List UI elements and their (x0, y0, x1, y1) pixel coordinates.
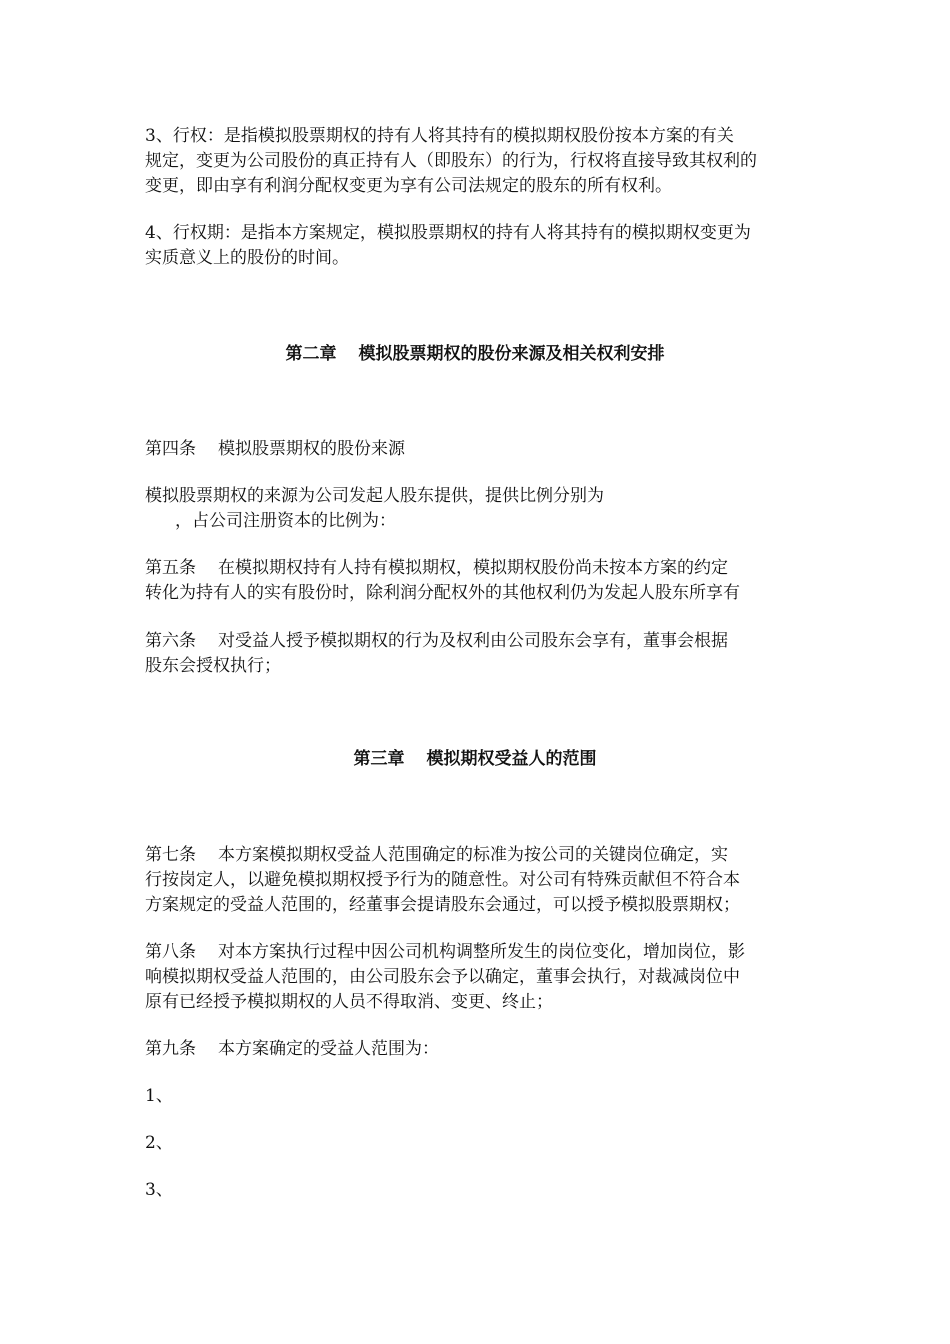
list-item: 1、 (145, 1086, 173, 1106)
list-item: 3、 (145, 1180, 173, 1200)
text-line: 对本方案执行过程中因公司机构调整所发生的岗位变化，增加岗位，影 (218, 942, 745, 962)
text-line: 规定，变更为公司股份的真正持有人（即股东）的行为，行权将直接导致其权利的 (145, 151, 757, 171)
list-item: 2、 (145, 1133, 173, 1153)
chapter-2-heading (0, 342, 950, 367)
text-line: 原有已经授予模拟期权的人员不得取消、变更、终止； (145, 992, 553, 1012)
text-line: 3、行权：是指模拟股票期权的持有人将其持有的模拟期权股份按本方案的有关 (145, 126, 734, 146)
chapter-title: 模拟期权受益人的范围 (426, 749, 597, 769)
article-6 (145, 629, 810, 654)
article-9 (145, 1037, 810, 1062)
text-line: 股东会授权执行； (145, 656, 281, 676)
article-number: 第九条 (145, 1039, 196, 1059)
text-line: 行按岗定人，以避免模拟期权授予行为的随意性。对公司有特殊贡献但不符合本 (145, 870, 740, 890)
article-number: 第五条 (145, 558, 196, 578)
article-5 (145, 556, 810, 581)
article-number: 第八条 (145, 942, 196, 962)
text-line: 模拟股票期权的来源为公司发起人股东提供，提供比例分别为 (145, 486, 604, 506)
article-4-heading (145, 437, 810, 462)
chapter-title: 模拟股票期权的股份来源及相关权利安排 (358, 344, 665, 364)
article-number: 第六条 (145, 631, 196, 651)
chapter-3-heading (0, 747, 950, 772)
article-title: 模拟股票期权的股份来源 (218, 439, 405, 459)
text-line: 响模拟期权受益人范围的，由公司股东会予以确定，董事会执行，对裁减岗位中 (145, 967, 740, 987)
article-7 (145, 843, 810, 868)
text-line: 方案规定的受益人范围的，经董事会提请股东会通过，可以授予模拟股票期权； (145, 895, 740, 915)
text-line: 4、行权期：是指本方案规定，模拟股票期权的持有人将其持有的模拟期权变更为 (145, 223, 751, 243)
text-line: 实质意义上的股份的时间。 (145, 248, 349, 268)
article-8 (145, 940, 810, 965)
text-line: 本方案确定的受益人范围为： (218, 1039, 439, 1059)
text-line: 本方案模拟期权受益人范围确定的标准为按公司的关键岗位确定，实 (218, 845, 728, 865)
article-number: 第四条 (145, 439, 196, 459)
text-line: ，占公司注册资本的比例为： (175, 511, 396, 531)
chapter-number: 第三章 (353, 749, 405, 769)
text-line: 变更，即由享有利润分配权变更为享有公司法规定的股东的所有权利。 (145, 176, 672, 196)
text-line: 在模拟期权持有人持有模拟期权，模拟期权股份尚未按本方案的约定 (218, 558, 728, 578)
article-number: 第七条 (145, 845, 196, 865)
text-line: 转化为持有人的实有股份时，除利润分配权外的其他权利仍为发起人股东所享有 (145, 583, 740, 603)
chapter-number: 第二章 (285, 344, 337, 364)
text-line: 对受益人授予模拟期权的行为及权利由公司股东会享有，董事会根据 (218, 631, 728, 651)
